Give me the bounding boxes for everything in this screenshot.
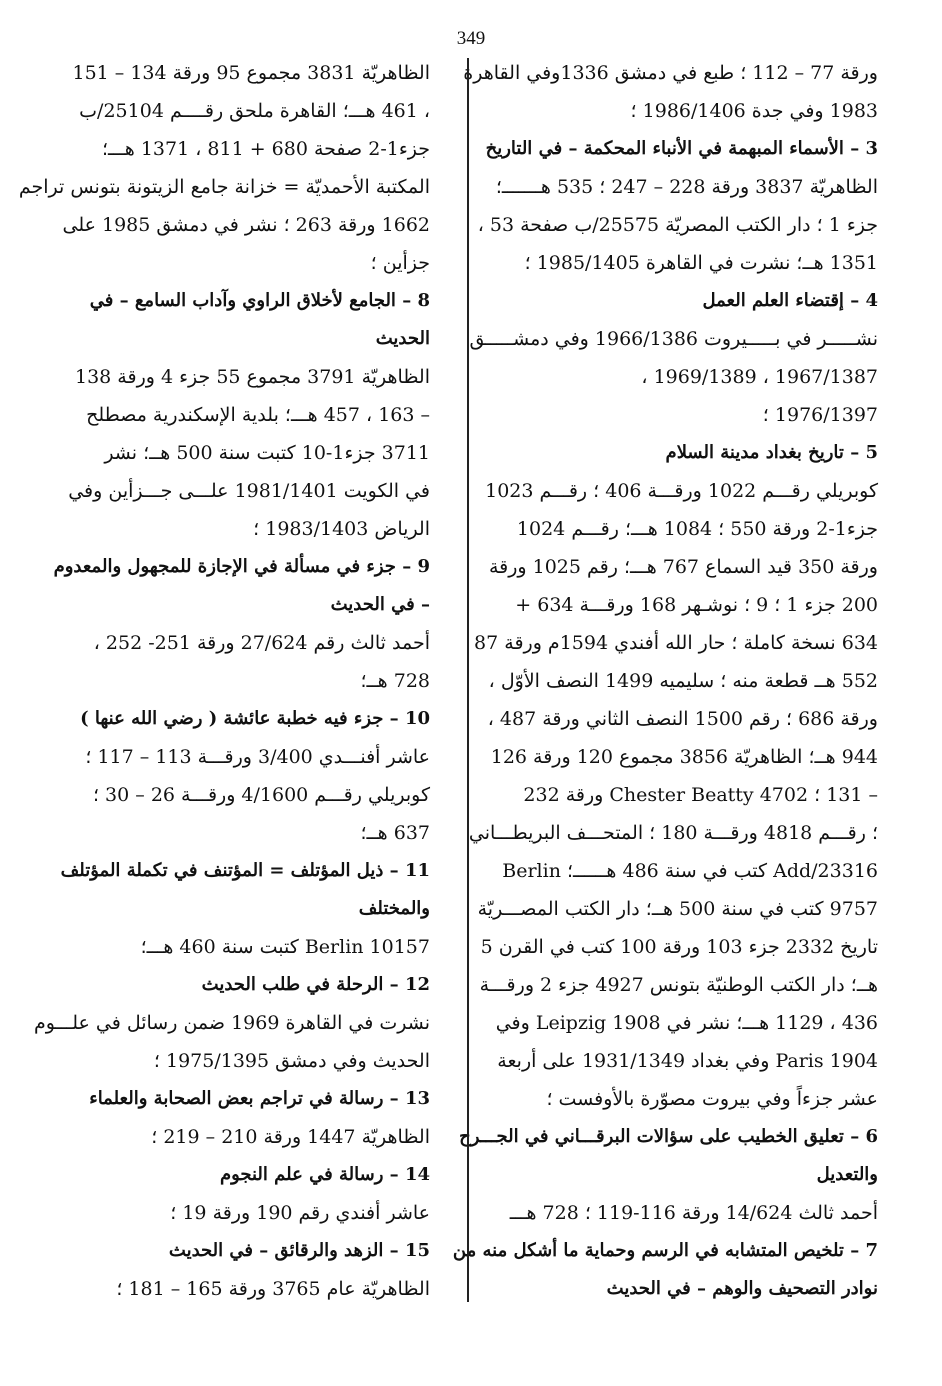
entry-heading: 5 – تاريخ بغداد مدينة السلام [665, 442, 878, 463]
entry-heading: نوادر التصحيف والوهم – في الحديث [606, 1278, 878, 1299]
entry-heading: 13 – رسالة في تراجم بعض الصحابة والعلماء [89, 1088, 430, 1109]
text-line: 637 هــ؛ [360, 822, 430, 844]
text-line: Paris 1904 وفي بغداد 1931/1349 على أربعة [497, 1050, 878, 1072]
text-line: أحمد ثالث 14/624 ورقة 116-119 ؛ 728 هـــ [509, 1202, 878, 1224]
text-line: جزء1-2 ورقة 550 ؛ 1084 هـــ؛ رقـــم 1024 [516, 518, 878, 540]
text-line: الظاهريّة 3791 مجموع 55 جزء 4 ورقة 138 [75, 366, 430, 388]
text-line: الظاهريّة 3831 مجموع 95 ورقة 134 – 151 [72, 62, 430, 84]
column-divider [467, 58, 469, 1302]
text-line: المكتبة الأحمديّة = خزانة جامع الزيتونة بتونس تراجم [18, 176, 430, 198]
text-line: كوبريلي رقـــم 1022 ورقـــة 406 ؛ رقـــم 1023 [485, 480, 878, 502]
text-line: الظاهريّة 3837 ورقة 228 – 247 ؛ 535 هـــــــ؛ [495, 176, 878, 198]
text-line: أحمد ثالث رقم 27/624 ورقة 251- 252 ، [93, 632, 430, 654]
entry-heading: والتعديل [816, 1164, 878, 1185]
text-line: نشرت في القاهرة 1969 ضمن رسائل في علـــوم [33, 1012, 430, 1034]
left-column [18, 54, 430, 1308]
text-line: 552 هــ قطعة منه ؛ سليميه 1499 النصف الأوّل ، [488, 670, 878, 692]
text-line: 1976/1397 ؛ [762, 404, 878, 426]
text-line: ورقة 686 ؛ رقم 1500 النصف الثاني ورقة 487 ، [487, 708, 878, 730]
text-line: 1662 ورقة 263 ؛ نشر في دمشق 1985 على [62, 214, 430, 236]
text-line: ؛ رقـــم 4818 ورقـــة 180 ؛ المتحـــف البريطـــاني [468, 822, 878, 844]
text-line: كوبريلي رقـــم 4/1600 ورقـــة 26 – 30 ؛ [92, 784, 430, 806]
text-line: 1967/1387 ، 1969/1389 ، [641, 366, 878, 388]
text-line: نشـــــر في بـــــيروت 1966/1386 وفي دمشـــــق [469, 328, 878, 350]
text-line: 1983 وفي جدة 1986/1406 ؛ [630, 100, 878, 122]
text-line: جزأين ؛ [370, 252, 430, 274]
entry-heading: 9 – جزء في مسألة في الإجازة للمجهول والمعدوم [53, 556, 430, 577]
entry-heading: 6 – تعليق الخطيب على سؤالات البرقـــاني في الجـــرح [459, 1126, 878, 1147]
text-line: – 131 ؛ Chester Beatty 4702 ورقة 232 [523, 784, 878, 806]
text-line: Berlin 10157 كتبت سنة 460 هـــ؛ [140, 936, 430, 958]
text-line: 9757 كتب في سنة 500 هــ؛ دار الكتب المصـــريّة [477, 898, 878, 920]
entry-heading: 15 – الزهد والرقائق – في الحديث [168, 1240, 430, 1261]
text-line: عاشر أفندي رقم 190 ورقة 19 ؛ [170, 1202, 430, 1224]
text-line: الظاهريّة 1447 ورقة 210 – 219 ؛ [151, 1126, 430, 1148]
entry-heading: الحديث [375, 328, 430, 349]
text-line: 634 نسخة كاملة ؛ حار الله أفندي 1594م ورقة 87 [474, 632, 878, 654]
text-line: – 163 ، 457 هـــ؛ بلدية الإسكندرية مصطلح [86, 404, 430, 426]
text-line: Add/23316 كتب في سنة 486 هــــــ؛ Berlin [502, 860, 878, 882]
entry-heading: 3 – الأسماء المبهمة في الأنباء المحكمة – في التاريخ [485, 138, 878, 159]
text-line: عشر جزءاً وفي بيروت مصوّرة بالأوفست ؛ [546, 1088, 878, 1110]
entry-heading: 12 – الرحلة في طلب الحديث [201, 974, 430, 995]
entry-heading: والمختلف [358, 898, 430, 919]
entry-heading: 10 – جزء فيه خطبة عائشة ( رضي الله عنها ) [80, 708, 430, 729]
text-line: 200 جزء 1 ؛ 9 ؛ نوشـهر 168 ورقـــة 634 + [515, 594, 878, 616]
entry-heading: 8 – الجامع لأخلاق الراوي وآداب السامع – في [89, 290, 430, 311]
text-line: ورقة 77 – 112 ؛ طبع في دمشق 1336وفي القاهرة [463, 62, 878, 84]
entry-heading: – في الحديث [330, 594, 430, 615]
text-line: هــ؛ دار الكتب الوطنيّة بتونس 4927 جزء 2 ورقـــة [479, 974, 878, 996]
page-number: 349 [456, 28, 486, 49]
entry-heading: 7 – تلخيص المتشابه في الرسم وحماية ما أشكل منه من [452, 1240, 878, 1261]
text-line: ، 461 هـــ؛ القاهرة ملحق رقــــم 25104/ب [79, 100, 430, 122]
text-line: الظاهريّة عام 3765 ورقة 165 – 181 ؛ [116, 1278, 430, 1300]
text-line: جزء 1 ؛ دار الكتب المصريّة 25575/ب صفحة 53 ، [477, 214, 878, 236]
text-line: 728 هــ؛ [360, 670, 430, 692]
text-line: 3711 جزء1-10 كتبت سنة 500 هــ؛ نشر [104, 442, 430, 464]
text-line: ورقة 350 قيد السماع 767 هـــ؛ رقم 1025 ورقة [488, 556, 878, 578]
text-line: جزء1-2 صفحة 680 + 811 ، 1371 هـــ؛ [102, 138, 430, 160]
text-line: 436 ، 1129 هـــ؛ نشر في Leipzig 1908 وفي [495, 1012, 878, 1034]
entry-heading: 11 – ذيل المؤتلف = المؤتنف في تكملة المؤتلف [60, 860, 430, 881]
text-line: الرياض 1983/1403 ؛ [253, 518, 430, 540]
text-line: عاشر أفنـــدي 3/400 ورقـــة 113 – 117 ؛ [85, 746, 430, 768]
text-line: 944 هــ؛ الظاهريّة 3856 مجموع 120 ورقة 126 [490, 746, 878, 768]
entry-heading: 14 – رسالة في علم النجوم [219, 1164, 430, 1185]
right-column [452, 54, 878, 1308]
text-line: الحديث وفي دمشق 1975/1395 ؛ [153, 1050, 430, 1072]
entry-heading: 4 – إقتضاء العلم العمل [702, 290, 878, 311]
text-line: 1351 هــ؛ نشرت في القاهرة 1985/1405 ؛ [524, 252, 878, 274]
text-line: تاريخ 2332 جزء 103 ورقة 100 كتب في القرن 5 [480, 936, 878, 958]
text-line: في الكويت 1981/1401 علـــى جـــزأين وفي [68, 480, 430, 502]
